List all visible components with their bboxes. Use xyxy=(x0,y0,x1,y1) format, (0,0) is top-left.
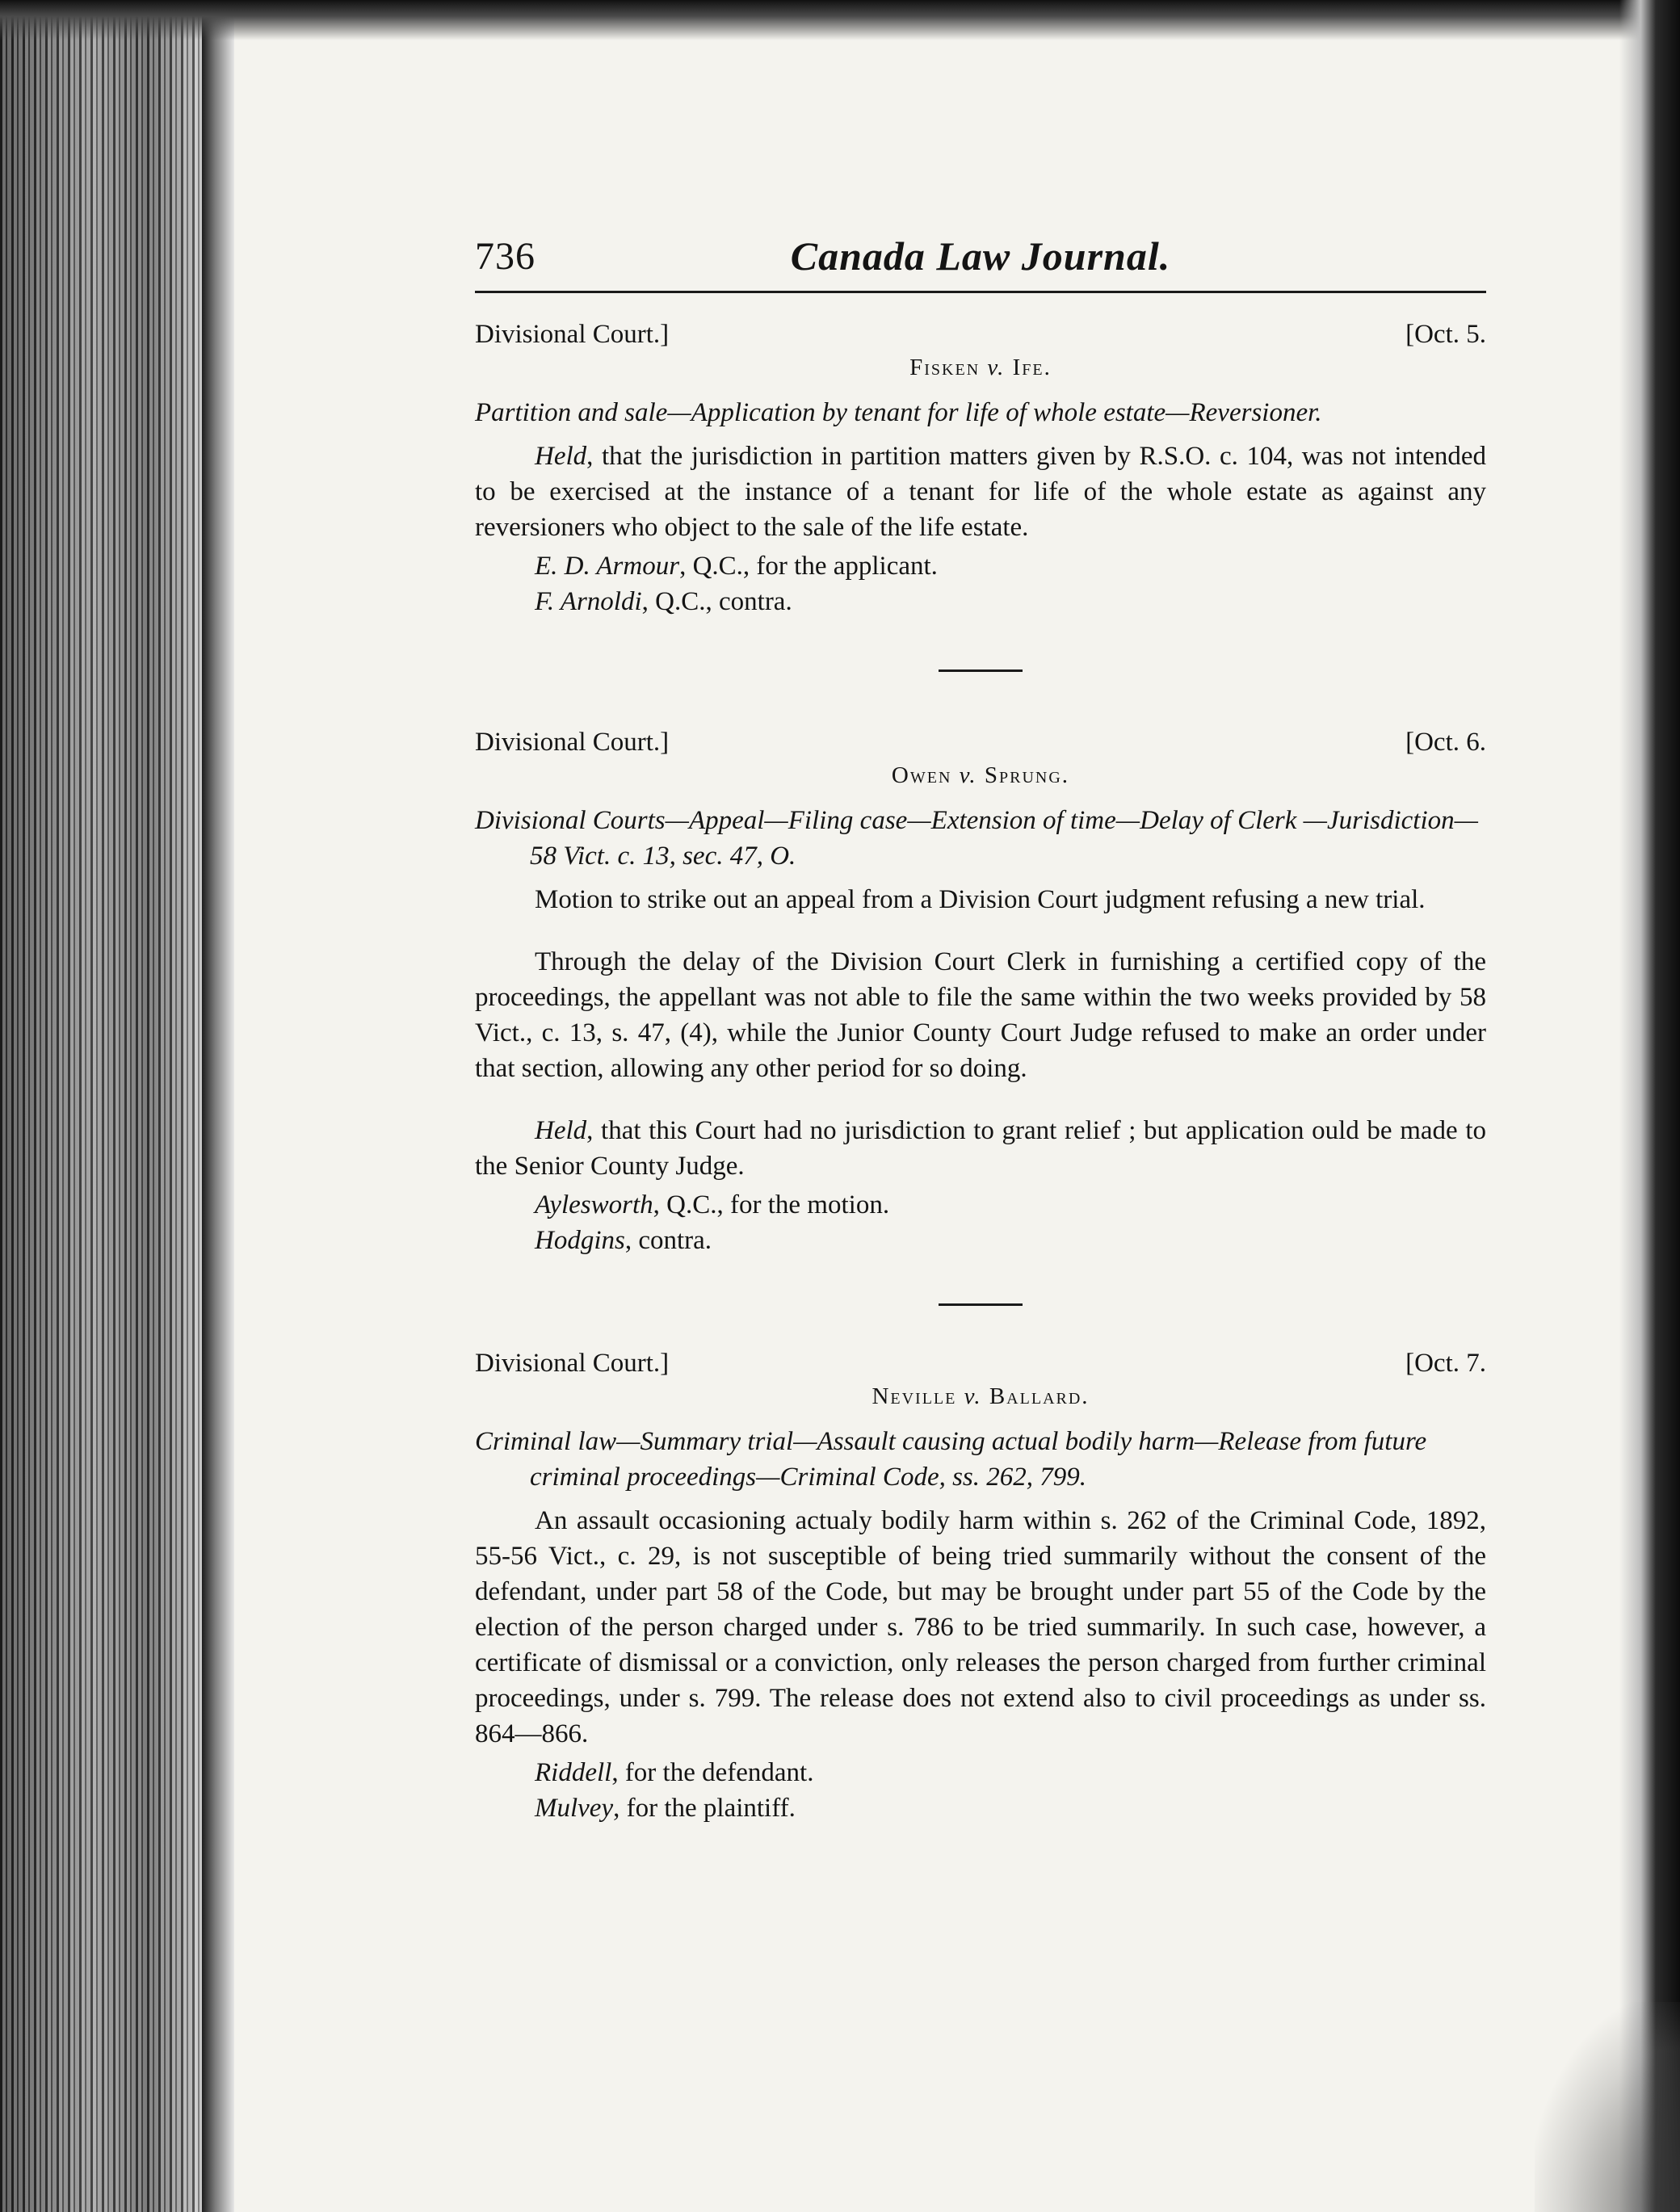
case-paragraph: Held, that this Court had no jurisdiction to grant relief ; but application ould be made to the Senior County Judge. xyxy=(475,1116,1486,1181)
case-header xyxy=(475,1346,1486,1380)
versus: v. xyxy=(964,1383,982,1409)
case-date: [Oct. 5. xyxy=(1405,320,1486,349)
defendant-name: Ife. xyxy=(1012,355,1052,380)
counsel-line: E. D. Armour, Q.C., for the applicant. xyxy=(535,552,938,581)
case-header xyxy=(475,725,1486,759)
counsel-line: Aylesworth, Q.C., for the motion. xyxy=(535,1190,890,1219)
court-name: Divisional Court.] xyxy=(475,320,670,349)
case-title xyxy=(475,759,1486,791)
running-head xyxy=(475,234,1486,293)
counsel-line: Hodgins, contra. xyxy=(535,1226,712,1255)
counsel-name: E. D. Armour xyxy=(535,552,680,581)
journal-page xyxy=(475,234,1486,1826)
case-paragraph: An assault occasioning actualy bodily harm within s. 262 of the Criminal Code, 1892, 55-56 Vict., c. 29, is not susceptible of being tried summarily without the consent of the defendant, under part 58 of the Code, but may be brought under part 55 of the Code by the election of the person charged under s. 786 to be tried summarily. In such case, however, a certificate of dismissal or a conviction, only releases the person charged from further criminal proceedings, under s. 799. The release does not extend also to civil proceedings as under ss. 864—866. xyxy=(475,1506,1486,1748)
section-divider xyxy=(939,669,1023,672)
plaintiff-name: Fisken xyxy=(909,355,981,380)
case-header xyxy=(475,317,1486,351)
case-owen-v-sprung xyxy=(475,725,1486,1258)
case-neville-v-ballard xyxy=(475,1346,1486,1826)
scan-binding-shadow xyxy=(202,0,234,2212)
defendant-name: Ballard. xyxy=(989,1383,1090,1409)
case-date: [Oct. 6. xyxy=(1405,728,1486,757)
scan-left-edge xyxy=(0,0,210,2212)
headnote: Divisional Courts—Appeal—Filing case—Extension of time—Delay of Clerk —Jurisdiction—58 Vict. c. 13, sec. 47, O. xyxy=(475,806,1478,871)
page-number: 736 xyxy=(475,235,536,278)
case-title xyxy=(475,1380,1486,1412)
defendant-name: Sprung. xyxy=(984,762,1070,788)
plaintiff-name: Neville xyxy=(872,1383,957,1409)
counsel-name: Mulvey xyxy=(535,1794,614,1823)
headnote: Criminal law—Summary trial—Assault causing actual bodily harm—Release from future criminal proceedings—Criminal Code, ss. 262, 799. xyxy=(475,1427,1427,1492)
held-lead: Held xyxy=(535,442,587,471)
court-name: Divisional Court.] xyxy=(475,728,670,757)
plaintiff-name: Owen xyxy=(891,762,952,788)
counsel-name: Riddell xyxy=(535,1758,612,1787)
held-lead: Held xyxy=(535,1116,587,1145)
court-name: Divisional Court.] xyxy=(475,1349,670,1378)
journal-title: Canada Law Journal. xyxy=(790,233,1171,279)
case-date: [Oct. 7. xyxy=(1405,1349,1486,1378)
counsel-name: F. Arnoldi xyxy=(535,587,642,616)
case-fisken-v-ife xyxy=(475,317,1486,619)
scan-top-edge xyxy=(0,0,1680,40)
section-divider xyxy=(939,1303,1023,1306)
case-paragraph: Held, that the jurisdiction in partition matters given by R.S.O. c. 104, was not intended to be exercised at the instance of a tenant for life of the whole estate as against any reversioners who object to the sale of the life estate. xyxy=(475,442,1486,542)
case-paragraph: Motion to strike out an appeal from a Division Court judgment refusing a new trial. xyxy=(535,885,1426,914)
scan-corner-shadow xyxy=(1535,2002,1680,2212)
headnote: Partition and sale—Application by tenant for life of whole estate—Reversioner. xyxy=(475,398,1322,427)
counsel-line: F. Arnoldi, Q.C., contra. xyxy=(535,587,792,616)
case-title xyxy=(475,351,1486,384)
versus: v. xyxy=(959,762,977,788)
counsel-line: Mulvey, for the plaintiff. xyxy=(535,1794,796,1823)
case-paragraph: Through the delay of the Division Court Clerk in furnishing a certified copy of the proceedings, the appellant was not able to file the same within the two weeks provided by 58 Vict., c. 13, s. 47, (4), while the Junior County Court Judge refused to make an order under that section, allowing any other period for so doing. xyxy=(475,947,1486,1083)
scan-right-edge xyxy=(1619,0,1680,2212)
counsel-line: Riddell, for the defendant. xyxy=(535,1758,814,1787)
versus: v. xyxy=(987,355,1006,380)
counsel-name: Aylesworth xyxy=(535,1190,653,1219)
counsel-name: Hodgins xyxy=(535,1226,625,1255)
